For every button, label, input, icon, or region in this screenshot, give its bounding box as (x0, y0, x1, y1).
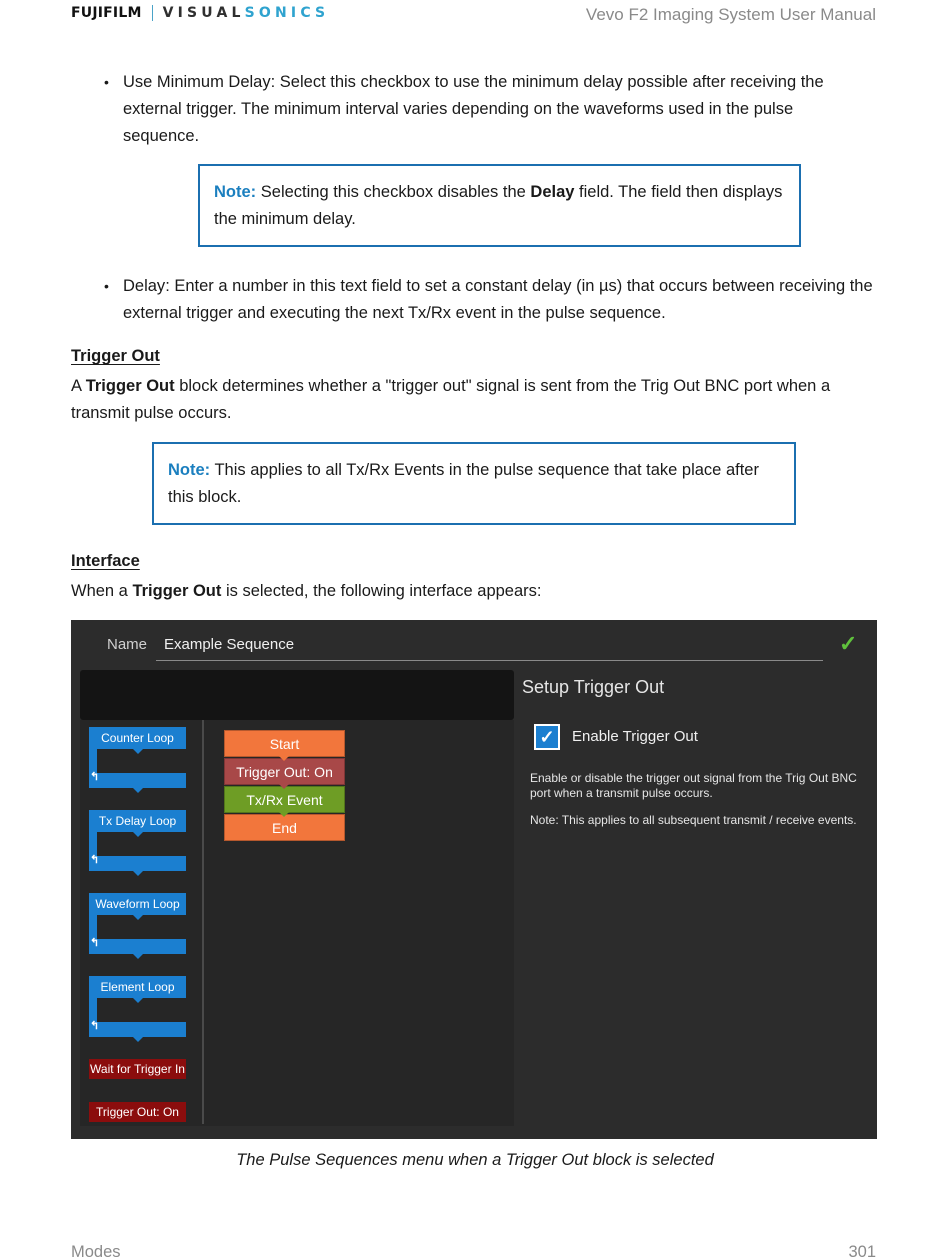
palette-divider (202, 720, 204, 1124)
logo-divider (152, 5, 153, 21)
note-bold-text: Delay (530, 183, 575, 201)
loop-bottom (89, 856, 186, 871)
connector-notch (133, 788, 143, 793)
fujifilm-wordmark: FUJIFILM (71, 5, 142, 21)
setup-description: Enable or disable the trigger out signal from the Trig Out BNC port when a transmit pulse occurs. (530, 771, 857, 800)
connector-notch (133, 998, 143, 1003)
block-label: Tx/Rx Event (246, 792, 323, 808)
loop-return-icon: ↰ (90, 1020, 100, 1032)
paragraph-bold: Trigger Out (85, 377, 175, 395)
bullet-text: : Select this checkbox to use the minimum delay possible after receiving the external trigger. The minimum interval varies depending on the waveforms used in the pulse sequence. (123, 73, 824, 145)
connector-notch (133, 1037, 143, 1042)
note-box (152, 442, 796, 525)
connector-notch (133, 832, 143, 837)
document-title: Vevo F2 Imaging System User Manual (585, 5, 876, 24)
footer-section: Modes (71, 1243, 121, 1260)
block-label: Start (269, 736, 300, 752)
paragraph-bold: Trigger Out (132, 582, 222, 600)
loop-return-icon: ↰ (90, 771, 100, 783)
note-text: Selecting this checkbox disables the (256, 183, 531, 201)
company-logo (71, 4, 329, 22)
bullet-text: : Enter a number in this text field to set a constant delay (in µs) that occurs between receiving the external trigger and executing the next Tx/Rx event in the pulse sequence. (123, 277, 873, 322)
note-label: Note: (168, 461, 211, 479)
palette-wait-for-trigger-in[interactable]: Wait for Trigger In (89, 1059, 186, 1079)
bullet-dot: • (104, 278, 109, 294)
paragraph-text: When a (71, 582, 133, 600)
name-label: Name (107, 636, 148, 653)
connector-notch (279, 784, 289, 789)
section-heading: Trigger Out (71, 347, 160, 365)
note-box (198, 164, 801, 247)
connector-notch (279, 812, 289, 817)
loop-label: Element Loop (89, 976, 186, 998)
block-label: Trigger Out: On (236, 764, 333, 780)
section-heading: Interface (71, 552, 140, 570)
loop-bottom (89, 773, 186, 788)
visualsonics-wordmark: VISUALSONICS (162, 5, 330, 21)
loop-return-icon: ↰ (90, 854, 100, 866)
bullet-dot: • (104, 74, 109, 90)
figure-caption: The Pulse Sequences menu when a Trigger Out block is selected (236, 1151, 714, 1169)
palette-tx-delay-loop[interactable] (89, 810, 186, 872)
note-text: field. The field then displays the minimum delay. (214, 183, 783, 228)
paragraph (71, 578, 871, 605)
loop-label: Waveform Loop (89, 893, 186, 915)
palette-counter-loop[interactable] (89, 727, 186, 789)
palette-waveform-loop[interactable] (89, 893, 186, 955)
paragraph-text: block determines whether a "trigger out" signal is sent from the Trig Out BNC port when a transmit pulse occurs. (71, 377, 831, 422)
loop-return-icon: ↰ (90, 937, 100, 949)
sequence-block-trigger-out[interactable] (224, 758, 345, 785)
bullet-delay (104, 273, 883, 327)
palette-trigger-out-on[interactable]: Trigger Out: On (89, 1102, 186, 1122)
paragraph-text: A (71, 377, 86, 395)
enable-trigger-out-label[interactable]: Enable Trigger Out (572, 728, 698, 745)
name-input-underline (156, 660, 823, 661)
paragraph-text: is selected, the following interface appears: (221, 582, 542, 600)
page-number: 301 (848, 1243, 876, 1260)
sequence-block-end[interactable] (224, 814, 345, 841)
setup-note: Note: This applies to all subsequent transmit / receive events. (530, 813, 857, 827)
connector-notch (133, 954, 143, 959)
connector-notch (133, 915, 143, 920)
enable-trigger-out-checkbox[interactable]: ✓ (534, 724, 560, 750)
loop-bottom (89, 939, 186, 954)
loop-bottom (89, 1022, 186, 1037)
connector-notch (133, 749, 143, 754)
bullet-label: Use Minimum Delay (123, 73, 271, 91)
pulse-sequences-screenshot (71, 620, 877, 1139)
paragraph (71, 373, 871, 427)
connector-notch (133, 871, 143, 876)
note-text: This applies to all Tx/Rx Events in the pulse sequence that take place after this block. (168, 461, 759, 506)
note-label: Note: (214, 183, 257, 201)
sequence-block-start[interactable] (224, 730, 345, 757)
canvas-toolbar (80, 670, 514, 720)
sequence-block-txrx-event[interactable] (224, 786, 345, 813)
loop-label: Counter Loop (89, 727, 186, 749)
setup-panel-title: Setup Trigger Out (522, 677, 665, 697)
connector-notch (279, 756, 289, 761)
bullet-label: Delay (123, 277, 166, 295)
name-input[interactable]: Example Sequence (164, 636, 295, 653)
confirm-check-icon[interactable]: ✓ (839, 631, 858, 656)
bullet-use-minimum-delay (104, 69, 863, 150)
palette-element-loop[interactable] (89, 976, 186, 1038)
block-label: End (272, 820, 297, 836)
loop-label: Tx Delay Loop (89, 810, 186, 832)
